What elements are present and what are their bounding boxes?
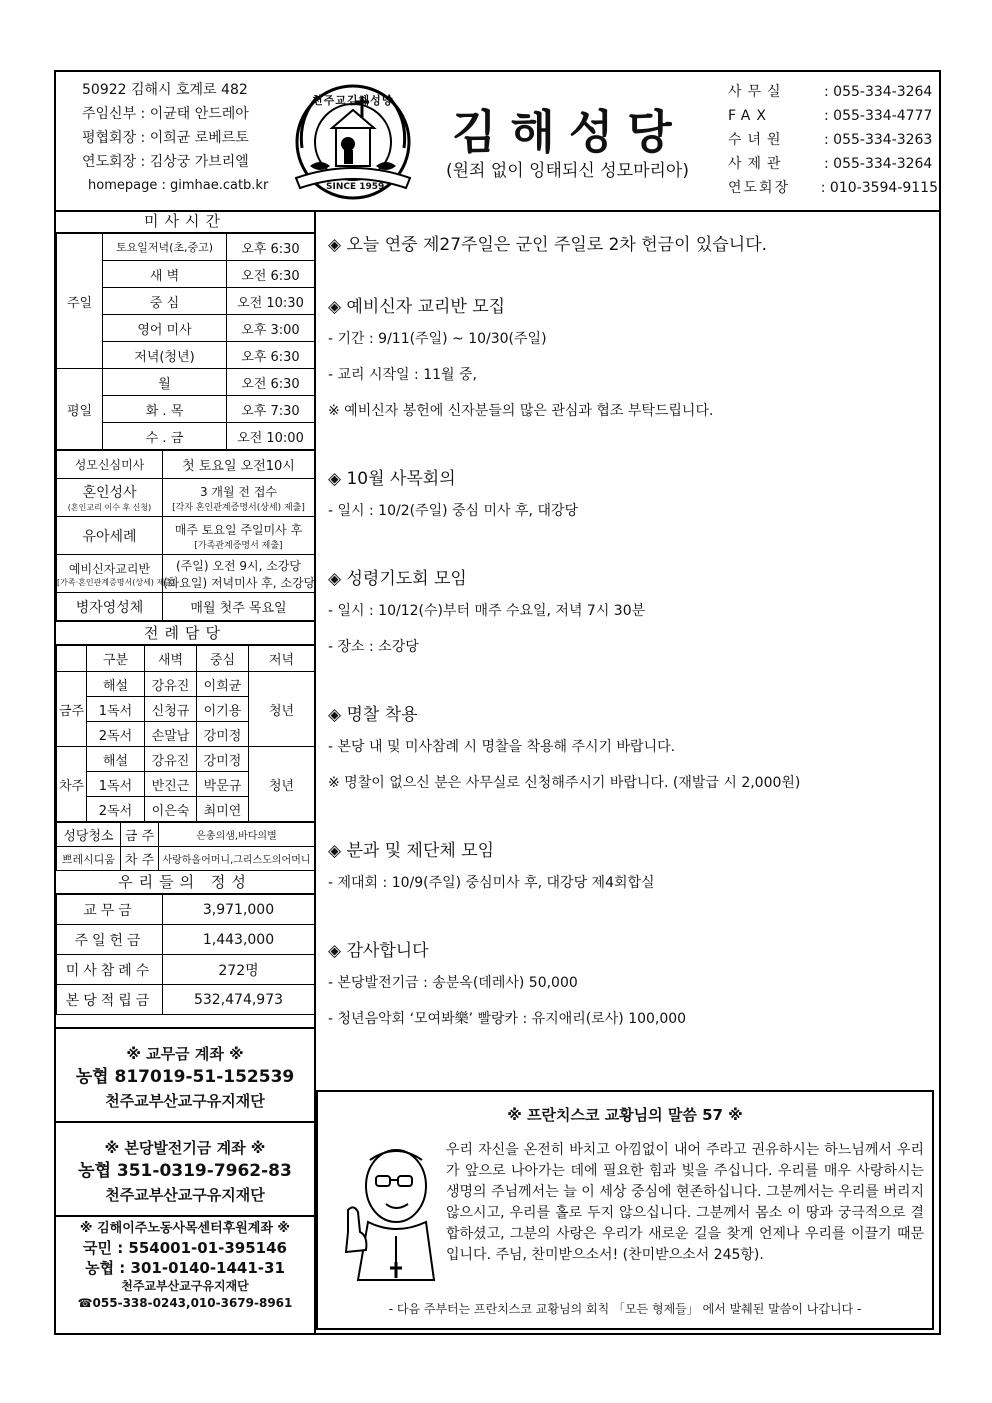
liturgy-corner: [57, 646, 87, 672]
account-owner: 천주교부산교구유지재단: [105, 1186, 265, 1204]
sunday-label: 주일: [57, 234, 103, 369]
notice-title: ◈ 분과 및 제단체 모임: [328, 841, 495, 861]
mass-time: 오후 6:30: [227, 234, 315, 261]
mass-time: 오전 10:00: [227, 423, 315, 450]
notice-line: - 본당 내 및 미사참례 시 명찰을 착용해 주시기 바랍니다.: [328, 739, 676, 755]
page-title: 김해성당: [452, 105, 686, 159]
service-value-cell: [163, 517, 315, 555]
service-name-cell: [57, 517, 163, 555]
contact-label: 사제관: [728, 156, 787, 172]
contact-label: 수녀원: [728, 132, 787, 148]
service-value-detail: [각자 혼인관계증명서(상세) 제출]: [172, 502, 305, 513]
logo-since: SINCE 1959: [326, 182, 385, 192]
offering-label: 주일헌금: [57, 925, 163, 955]
service-name: 성모신심미사: [74, 458, 145, 472]
pope-message-title: ※ 프란치스코 교황님의 말씀 57 ※: [507, 1106, 743, 1124]
mass-name: 화 . 목: [103, 396, 227, 423]
mass-row: [57, 234, 315, 261]
parish-logo: [288, 78, 418, 206]
mass-name: 저녁(청년): [103, 342, 227, 369]
contact-number: : 055-334-3264: [824, 156, 933, 172]
notice-line: - 청년음악회 ‘모여봐樂’ 빨랑카 : 유지애리(로사) 100,000: [328, 1011, 687, 1027]
cleaning-this-label: 금 주: [121, 823, 159, 847]
dawn-reader: 강유진: [145, 672, 197, 697]
dawn-reader: 반진근: [145, 772, 197, 797]
account-title: ※ 교무금 계좌 ※: [126, 1045, 244, 1063]
bank-account: [56, 1215, 314, 1314]
liturgy-role: 2독서: [87, 722, 145, 747]
notice-title: ◈ 예비신자 교리반 모집: [328, 297, 506, 317]
offering-value: 3,971,000: [163, 895, 315, 925]
contact-number: : 055-334-4777: [824, 108, 933, 124]
account-number: 농협 : 301-0140-1441-31: [85, 1259, 285, 1277]
service-row: [57, 593, 315, 621]
liturgy-role: 해설: [87, 747, 145, 772]
mass-time: 오후 7:30: [227, 396, 315, 423]
service-value-cell: [163, 479, 315, 517]
bulletin-frame: [54, 70, 941, 1335]
offering-value: 532,474,973: [163, 985, 315, 1015]
contact-number: : 010-3594-9115: [820, 180, 938, 196]
service-name: 병자영성체: [75, 599, 144, 616]
notice-line: - 일시 : 10/12(수)부터 매주 수요일, 저녁 7시 30분: [328, 603, 646, 619]
notice-line: - 제대회 : 10/9(주일) 중심미사 후, 대강당 제4회합실: [328, 875, 655, 891]
liturgy-table: [56, 645, 315, 822]
notice-title: ◈ 감사합니다: [328, 941, 429, 961]
bank-account: [56, 1027, 314, 1121]
main-reader: 이희균: [197, 672, 249, 697]
mass-name: 새 벽: [103, 261, 227, 288]
bank-accounts: [56, 1027, 314, 1314]
contact-row: [728, 80, 938, 104]
mass-time: 오전 10:30: [227, 288, 315, 315]
offering-row: [57, 985, 315, 1015]
liturgy-header: 구분: [87, 646, 145, 672]
week-label: 차주: [57, 747, 87, 822]
pope-message-text: 우리 자신을 온전히 바치고 아낌없이 내어 주라고 권유하시는 하느님께서 우리가 앞으로 나아가는 데에 필요한 힘과 빛을 주십니다. 우리를 매우 사랑하시는 생명의 주님께서는 늘 이 세상 중심에 현존하십니다. 그분께서는 우리를 버리지 않으시고, 우리를 홀로 두지 않으십니다. 그분께서 몸소 이 땅과 궁극적으로 결합하셨고, 그분의 사랑은 우리가 새로운 길을 찾게 언제나 우리를 이끌기 때문입니다. 주님, 찬미받으소서! (찬미받으소서 245항).: [446, 1142, 924, 1263]
service-value-detail: (화요일) 저녁미사 후, 소강당: [163, 575, 316, 590]
service-row: [57, 451, 315, 479]
service-value: 3 개월 전 접수: [199, 484, 278, 499]
mass-time: 오후 3:00: [227, 315, 315, 342]
account-phone: ☎055-338-0243,010-3679-8961: [77, 1296, 293, 1310]
page-subtitle: (원죄 없이 잉태되신 성모마리아): [446, 161, 689, 181]
dawn-reader: 신청규: [145, 697, 197, 722]
dawn-reader: 강유진: [145, 747, 197, 772]
bank-account: [56, 1121, 314, 1215]
yeondo-president: 연도회장 : 김상궁 가브리엘: [82, 154, 249, 170]
service-name: 예비신자교리반: [68, 561, 151, 576]
account-number: 농협 351-0319-7962-83: [78, 1161, 292, 1181]
logo-arc-text: 천주교김해성당: [312, 94, 394, 107]
contact-number: : 055-334-3263: [824, 132, 933, 148]
main-reader: 강미정: [197, 747, 249, 772]
offering-label: 미사참례수: [57, 955, 163, 985]
service-value: 매주 토요일 주일미사 후: [174, 522, 303, 537]
service-name-cell: [57, 593, 163, 621]
liturgy-role: 1독서: [87, 697, 145, 722]
liturgy-title: 전례담당: [56, 621, 314, 645]
mass-name: 중 심: [103, 288, 227, 315]
contact-label: FAX: [728, 108, 772, 124]
contact-list: [728, 80, 938, 200]
header: [56, 72, 939, 212]
notice-line: - 일시 : 10/2(주일) 중심 미사 후, 대강당: [328, 503, 579, 519]
offering-value: 1,443,000: [163, 925, 315, 955]
offerings-table: [56, 894, 315, 1015]
service-name-cell: [57, 479, 163, 517]
account-owner: 천주교부산교구유지재단: [105, 1092, 265, 1110]
service-value-cell: [163, 451, 315, 479]
service-name-cell: [57, 555, 176, 593]
account-title: ※ 본당발전기금 계좌 ※: [104, 1139, 266, 1157]
contact-label: 사무실: [728, 84, 787, 100]
offering-row: [57, 955, 315, 985]
mass-name: 수 . 금: [103, 423, 227, 450]
service-value: (주일) 오전 9시, 소강당: [176, 558, 301, 573]
service-row: [57, 555, 315, 593]
service-name-cell: [57, 451, 163, 479]
main-reader: 박문규: [197, 772, 249, 797]
main-reader: 이기용: [197, 697, 249, 722]
notice-title: ◈ 오늘 연중 제27주일은 군인 주일로 2차 헌금이 있습니다.: [328, 235, 768, 255]
mass-time: 오전 6:30: [227, 369, 315, 396]
service-value: 매월 첫주 목요일: [190, 601, 287, 616]
offerings-title: 우리들의 정성: [56, 871, 314, 894]
dawn-reader: 이은숙: [145, 797, 197, 822]
mass-name: 토요일저녁(초,중고): [103, 234, 227, 261]
liturgy-header: 새벽: [145, 646, 197, 672]
notice-line: - 본당발전기금 : 송분옥(데레사) 50,000: [328, 975, 578, 991]
service-note: [가족·혼인관계증명서(상세) 제출]: [57, 577, 176, 587]
account-owner: 천주교부산교구유지재단: [121, 1279, 249, 1293]
pope-message-footer: - 다음 주부터는 프란치스코 교황님의 회칙 「모든 형제들」 에서 발췌된 말씀이 나갑니다 -: [388, 1302, 862, 1316]
service-name: 혼인성사: [82, 485, 137, 501]
homepage: homepage : gimhae.catb.kr: [88, 178, 269, 193]
liturgy-role: 해설: [87, 672, 145, 697]
mass-time: 오후 6:30: [227, 342, 315, 369]
main-reader: 최미연: [197, 797, 249, 822]
service-value-cell: [163, 593, 315, 621]
service-row: [57, 517, 315, 555]
mass-name: 월: [103, 369, 227, 396]
offering-row: [57, 925, 315, 955]
evening-reader: 청년: [249, 747, 315, 822]
service-row: [57, 479, 315, 517]
offering-row: [57, 895, 315, 925]
council-president: 평협회장 : 이희균 로베르토: [82, 130, 249, 146]
service-value-detail: [가족관계증명서 제출]: [194, 540, 283, 551]
notice-title: ◈ 성령기도회 모임: [328, 569, 467, 589]
service-value-cell: [163, 555, 315, 593]
offering-label: 교무금: [57, 895, 163, 925]
left-column: [56, 210, 316, 1335]
contact-row: [728, 152, 938, 176]
cleaning-label: 성당청소: [57, 823, 121, 847]
liturgy-role: 1독서: [87, 772, 145, 797]
weekday-label: 평일: [57, 369, 103, 450]
dawn-reader: 손말남: [145, 722, 197, 747]
account-number: 국민 : 554001-01-395146: [83, 1239, 287, 1257]
liturgy-header: 중심: [197, 646, 249, 672]
cleaning-next-label: 차 주: [121, 847, 159, 871]
contact-label: 연도회장: [728, 180, 791, 196]
mass-times-title: 미사시간: [56, 210, 314, 233]
pope-caricature-icon: [338, 1140, 438, 1290]
offering-label: 본당적립금: [57, 985, 163, 1015]
notice-title: ◈ 10월 사목회의: [328, 469, 456, 489]
liturgy-header-row: [57, 646, 315, 672]
account-title: ※ 김해이주노동사목센터후원계좌 ※: [79, 1221, 291, 1236]
offering-value: 272명: [163, 955, 315, 985]
notice-line: ※ 명찰이 없으신 분은 사무실로 신청해주시기 바랍니다. (재발급 시 2,000원): [328, 775, 801, 791]
main-reader: 강미정: [197, 722, 249, 747]
notice-title: ◈ 명찰 착용: [328, 705, 418, 725]
address: 50922 김해시 호계로 482: [82, 82, 248, 98]
cleaning-next: 사랑하올어머니,그리스도의어머니: [159, 847, 315, 871]
mass-name: 영어 미사: [103, 315, 227, 342]
contact-row: [728, 176, 938, 200]
service-name: 유아세례: [82, 528, 137, 545]
parish-info: [82, 78, 268, 198]
liturgy-role: 2독서: [87, 797, 145, 822]
mass-times-table: [56, 233, 315, 450]
notice-line: - 기간 : 9/11(주일) ~ 10/30(주일): [328, 331, 547, 347]
contact-row: [728, 104, 938, 128]
pastor: 주임신부 : 이균태 안드레아: [82, 106, 249, 122]
evening-reader: 청년: [249, 672, 315, 747]
mass-time: 오전 6:30: [227, 261, 315, 288]
contact-number: : 055-334-3264: [824, 84, 933, 100]
mass-row: [57, 369, 315, 396]
account-number: 농협 817019-51-152539: [75, 1067, 295, 1087]
cleaning-table: [56, 822, 315, 871]
liturgy-row: [57, 747, 315, 772]
service-note: (혼인교리 이수 후 신청): [67, 503, 152, 512]
contact-row: [728, 128, 938, 152]
liturgy-row: [57, 672, 315, 697]
notice-line: - 교리 시작일 : 11월 중,: [328, 367, 477, 383]
notice-line: ※ 예비신자 봉헌에 신자분들의 많은 관심과 협조 부탁드립니다.: [328, 403, 714, 419]
notice-line: - 장소 : 소강당: [328, 639, 419, 655]
cleaning-this: 은총의샘,바다의별: [159, 823, 315, 847]
pope-message-box: [316, 1090, 934, 1330]
liturgy-header: 저녁: [249, 646, 315, 672]
presidium-label: 쁘레시디움: [57, 847, 121, 871]
service-value: 첫 토요일 오전10시: [182, 459, 295, 474]
mass-extra-table: [56, 450, 315, 621]
week-label: 금주: [57, 672, 87, 747]
